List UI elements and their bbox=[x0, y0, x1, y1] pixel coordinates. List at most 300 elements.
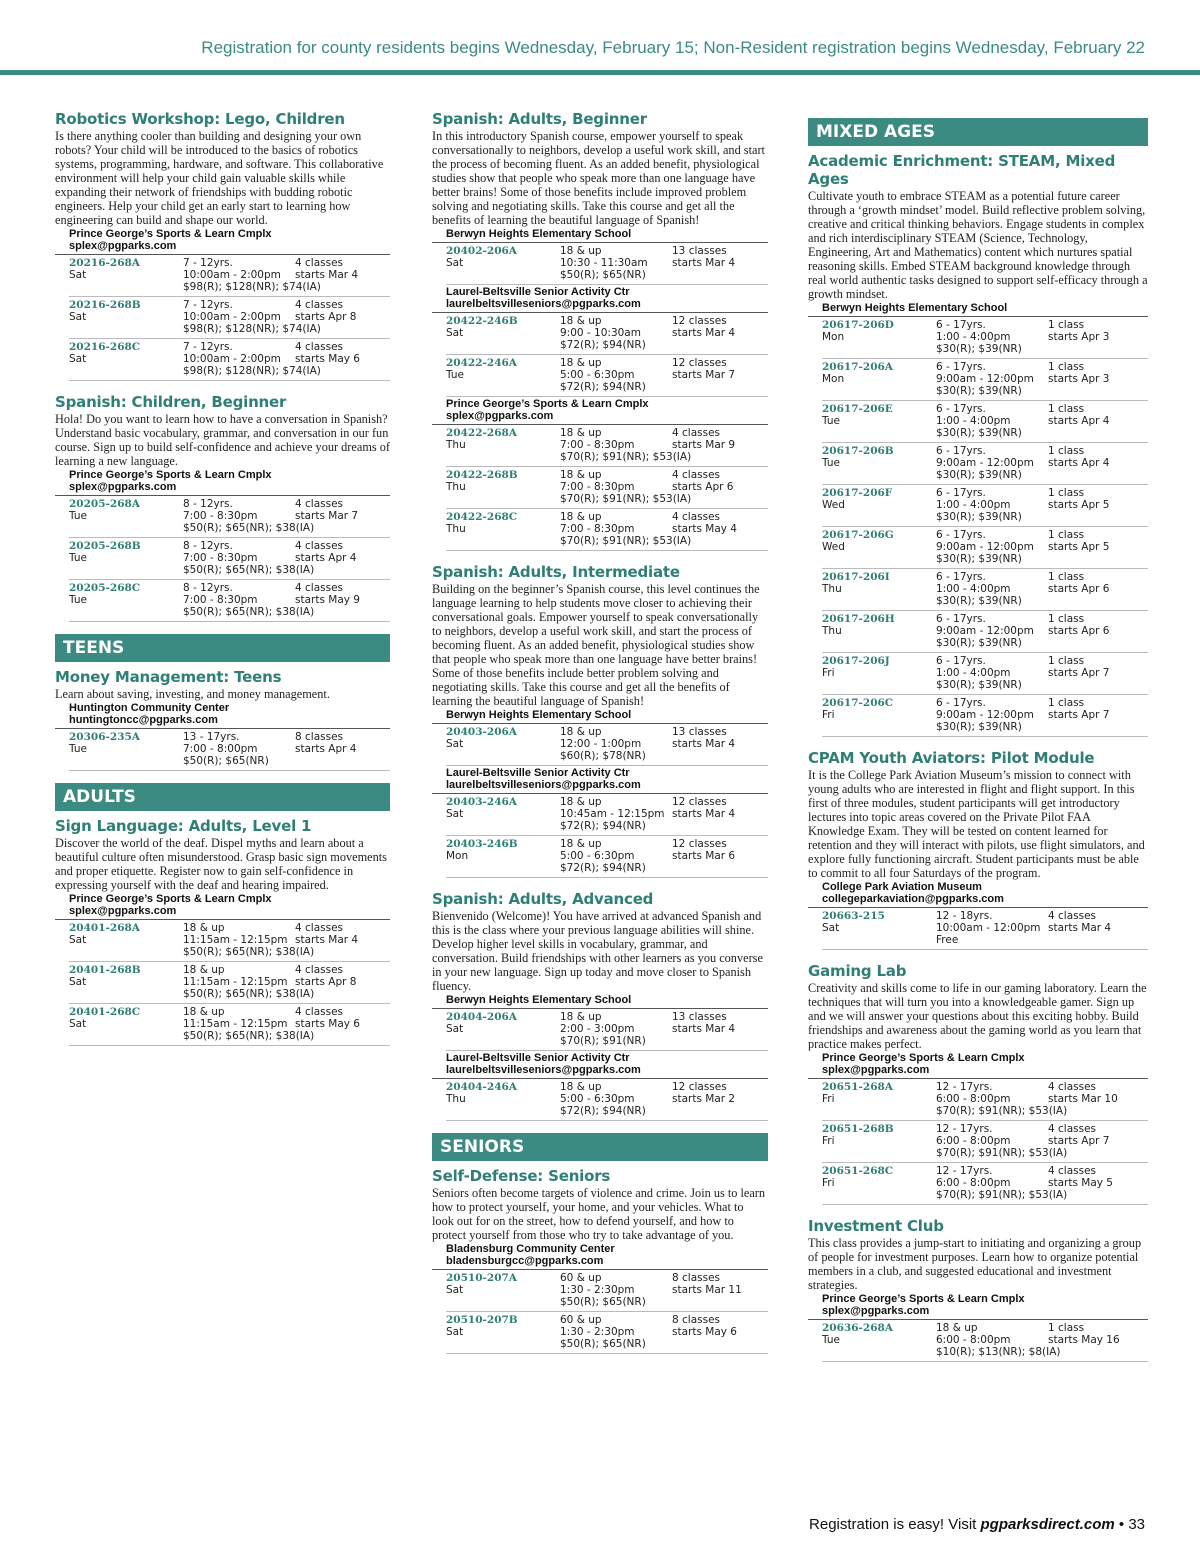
session-day: Thu bbox=[446, 481, 466, 493]
venue-email[interactable]: splex@pgparks.com bbox=[69, 905, 177, 917]
website-link[interactable]: pgparksdirect.com bbox=[980, 1516, 1115, 1533]
session-time: 9:00am - 12:00pm bbox=[936, 373, 1034, 385]
session-fee: $70(R); $91(NR); $53(IA) bbox=[936, 1105, 1068, 1117]
session-time: 6:00 - 8:00pm bbox=[936, 1334, 1011, 1346]
course-title: Money Management: Teens bbox=[55, 668, 282, 686]
session-day: Tue bbox=[822, 415, 840, 427]
class-count: 4 classes bbox=[295, 257, 344, 269]
course-listing bbox=[808, 962, 1148, 1205]
session-row bbox=[446, 509, 768, 551]
course-code[interactable]: 20205-268A bbox=[69, 498, 140, 510]
class-count: 1 class bbox=[1048, 571, 1085, 583]
session-day: Mon bbox=[822, 331, 845, 343]
age-range: 6 - 17yrs. bbox=[936, 319, 986, 331]
session-time: 10:30 - 11:30am bbox=[560, 257, 648, 269]
session-fee: $50(R); $65(NR); $38(IA) bbox=[183, 946, 315, 958]
class-count: 4 classes bbox=[1048, 910, 1097, 922]
venue-info bbox=[55, 893, 390, 920]
course-code[interactable]: 20617-206B bbox=[822, 445, 894, 457]
class-count: 4 classes bbox=[1048, 1165, 1097, 1177]
age-range: 8 - 12yrs. bbox=[183, 498, 233, 510]
session-day: Fri bbox=[822, 1135, 835, 1147]
age-range: 18 & up bbox=[560, 838, 602, 850]
session-row bbox=[69, 729, 390, 771]
age-range: 18 & up bbox=[560, 245, 602, 257]
start-date: starts Mar 4 bbox=[1048, 922, 1112, 934]
session-row bbox=[822, 1121, 1148, 1163]
start-date: starts Apr 3 bbox=[1048, 373, 1110, 385]
age-range: 60 & up bbox=[560, 1272, 602, 1284]
session-day: Thu bbox=[822, 583, 842, 595]
footer-text: Registration is easy! Visit bbox=[809, 1516, 981, 1533]
registration-dates-banner: Registration for county residents begins Wednesday, February 15; Non-Resident registration begins Wednesday, February 22 bbox=[201, 38, 1145, 57]
venue-name: Berwyn Heights Elementary School bbox=[446, 709, 632, 721]
class-count: 13 classes bbox=[672, 245, 727, 257]
start-date: starts Mar 2 bbox=[672, 1093, 736, 1105]
venue-info bbox=[432, 767, 768, 794]
session-row bbox=[69, 496, 390, 538]
session-fee: $72(R); $94(NR) bbox=[560, 339, 646, 351]
start-date: starts Mar 4 bbox=[672, 1023, 736, 1035]
course-code[interactable]: 20401-268A bbox=[69, 922, 140, 934]
age-range: 7 - 12yrs. bbox=[183, 257, 233, 269]
class-count: 1 class bbox=[1048, 529, 1085, 541]
session-row bbox=[446, 425, 768, 467]
start-date: starts Mar 7 bbox=[295, 510, 359, 522]
session-row bbox=[822, 443, 1148, 485]
session-day: Sat bbox=[69, 1018, 87, 1030]
session-day: Mon bbox=[446, 850, 469, 862]
session-fee: $70(R); $91(NR); $53(IA) bbox=[936, 1189, 1068, 1201]
session-day: Fri bbox=[822, 709, 835, 721]
class-count: 1 class bbox=[1048, 487, 1085, 499]
age-range: 6 - 17yrs. bbox=[936, 529, 986, 541]
session-row bbox=[446, 794, 768, 836]
session-day: Sat bbox=[446, 738, 464, 750]
course-code[interactable]: 20422-268C bbox=[446, 511, 518, 523]
session-fee: $70(R); $91(NR); $53(IA) bbox=[560, 493, 692, 505]
session-fee: $30(R); $39(NR) bbox=[936, 595, 1022, 607]
session-day: Fri bbox=[822, 667, 835, 679]
course-code[interactable]: 20663-215 bbox=[822, 910, 885, 922]
course-code[interactable]: 20216-268B bbox=[69, 299, 141, 311]
venue-email[interactable]: splex@pgparks.com bbox=[446, 410, 554, 422]
session-row bbox=[822, 359, 1148, 401]
session-time: 1:00 - 4:00pm bbox=[936, 331, 1011, 343]
session-row bbox=[446, 1009, 768, 1051]
start-date: starts Apr 4 bbox=[1048, 457, 1110, 469]
start-date: starts Mar 10 bbox=[1048, 1093, 1118, 1105]
course-title: Robotics Workshop: Lego, Children bbox=[55, 110, 345, 128]
session-fee: $50(R); $65(NR) bbox=[183, 755, 269, 767]
age-range: 18 & up bbox=[183, 922, 225, 934]
course-listing bbox=[808, 1217, 1148, 1362]
session-time: 6:00 - 8:00pm bbox=[936, 1093, 1011, 1105]
course-description: Cultivate youth to embrace STEAM as a potential future career through a ‘growth mindset’ model. Build reflective problem solving, creative and critical thinking behaviors. Engage students in complex and rich interdisciplinary STEAM (Science, Technology, Engineering, Art and Mathematics) content which nurtures spatial reasoning skills. Embed STEAM background knowledge through real world authentic tasks designed to support self-efficacy through a growth mindset. bbox=[808, 189, 1148, 301]
course-description: This class provides a jump-start to initiating and organizing a group of people for investment purposes. Learn how to organize potential members in a club, and suggested educational and investment strategies. bbox=[808, 1236, 1142, 1292]
session-day: Mon bbox=[822, 373, 845, 385]
course-code[interactable]: 20422-268B bbox=[446, 469, 518, 481]
age-range: 8 - 12yrs. bbox=[183, 582, 233, 594]
venue-email[interactable]: laurelbeltsvilleseniors@pgparks.com bbox=[446, 779, 641, 791]
course-code[interactable]: 20617-206C bbox=[822, 697, 894, 709]
start-date: starts Apr 5 bbox=[1048, 541, 1110, 553]
course-description: Learn about saving, investing, and money management. bbox=[55, 687, 330, 701]
class-count: 1 class bbox=[1048, 319, 1085, 331]
class-count: 4 classes bbox=[672, 469, 721, 481]
course-code[interactable]: 20404-206A bbox=[446, 1011, 517, 1023]
start-date: starts Apr 6 bbox=[1048, 625, 1110, 637]
course-description: In this introductory Spanish course, empower yourself to speak conversationally to neighbors, develop a useful work skill, and start the process of becoming fluent. As an added benefit, physiological studies show that people who speak more than one language have better brains! Some of those benefits include improved problem solving and negotiating skills. Take this course and get all the benefits of learning the beautiful language of Spanish! bbox=[432, 129, 765, 227]
session-row bbox=[69, 920, 390, 962]
session-row bbox=[822, 527, 1148, 569]
venue-info bbox=[55, 228, 390, 255]
course-code[interactable]: 20617-206I bbox=[822, 571, 890, 583]
course-code[interactable]: 20401-268C bbox=[69, 1006, 141, 1018]
venue-name: Huntington Community Center bbox=[69, 702, 230, 714]
venue-name: Prince George’s Sports & Learn Cmplx bbox=[446, 398, 649, 410]
session-day: Thu bbox=[446, 523, 466, 535]
start-date: starts Mar 11 bbox=[672, 1284, 742, 1296]
start-date: starts Apr 4 bbox=[295, 552, 357, 564]
start-date: starts May 9 bbox=[295, 594, 360, 606]
start-date: starts Apr 4 bbox=[1048, 415, 1110, 427]
session-fee: $30(R); $39(NR) bbox=[936, 679, 1022, 691]
start-date: starts May 6 bbox=[295, 353, 360, 365]
class-count: 12 classes bbox=[672, 1081, 727, 1093]
start-date: starts Apr 7 bbox=[1048, 1135, 1110, 1147]
session-row bbox=[446, 355, 768, 397]
session-fee: $50(R); $65(NR) bbox=[560, 1338, 646, 1350]
venue-info bbox=[432, 994, 768, 1009]
session-row bbox=[822, 611, 1148, 653]
session-fee: $30(R); $39(NR) bbox=[936, 721, 1022, 733]
course-listing bbox=[808, 749, 1148, 950]
start-date: starts May 6 bbox=[295, 1018, 360, 1030]
column-3 bbox=[808, 110, 1148, 1374]
session-day: Sat bbox=[446, 1023, 464, 1035]
venue-info bbox=[432, 286, 768, 313]
session-time: 7:00 - 8:30pm bbox=[560, 481, 635, 493]
session-day: Tue bbox=[822, 457, 840, 469]
session-row bbox=[446, 243, 768, 285]
session-fee: $50(R); $65(NR); $38(IA) bbox=[183, 522, 315, 534]
class-count: 4 classes bbox=[295, 1006, 344, 1018]
venue-name: Berwyn Heights Elementary School bbox=[446, 994, 632, 1006]
header-rule bbox=[0, 70, 1200, 75]
venue-name: Prince George’s Sports & Learn Cmplx bbox=[822, 1052, 1025, 1064]
start-date: starts Apr 7 bbox=[1048, 709, 1110, 721]
session-fee: $30(R); $39(NR) bbox=[936, 469, 1022, 481]
course-code[interactable]: 20651-268B bbox=[822, 1123, 894, 1135]
session-fee: $72(R); $94(NR) bbox=[560, 862, 646, 874]
course-title: Academic Enrichment: STEAM, Mixed Ages bbox=[808, 152, 1116, 188]
course-description: Discover the world of the deaf. Dispel myths and learn about a beautiful culture often misunderstood. Grasp basic sign movements and proper etiquette. Register now to gain self-confidence in expressing yourself with the deaf and hearing impaired. bbox=[55, 836, 387, 892]
age-range: 6 - 17yrs. bbox=[936, 613, 986, 625]
column-1 bbox=[55, 110, 390, 1058]
session-day: Tue bbox=[822, 1334, 840, 1346]
course-listing bbox=[432, 1167, 768, 1354]
age-range: 12 - 17yrs. bbox=[936, 1123, 993, 1135]
class-count: 4 classes bbox=[295, 498, 344, 510]
age-range: 18 & up bbox=[560, 427, 602, 439]
session-row bbox=[822, 653, 1148, 695]
course-code[interactable]: 20510-207A bbox=[446, 1272, 517, 1284]
venue-email[interactable]: splex@pgparks.com bbox=[822, 1064, 930, 1076]
session-row bbox=[69, 962, 390, 1004]
venue-info bbox=[432, 1052, 768, 1079]
session-fee: $98(R); $128(NR); $74(IA) bbox=[183, 323, 321, 335]
course-listing bbox=[55, 393, 390, 622]
session-fee: $98(R); $128(NR); $74(IA) bbox=[183, 281, 321, 293]
session-fee: $70(R); $91(NR) bbox=[560, 1035, 646, 1047]
course-code[interactable]: 20617-206H bbox=[822, 613, 895, 625]
age-range: 18 & up bbox=[936, 1322, 978, 1334]
age-range: 18 & up bbox=[560, 796, 602, 808]
session-day: Tue bbox=[69, 743, 87, 755]
class-count: 4 classes bbox=[1048, 1081, 1097, 1093]
session-time: 11:15am - 12:15pm bbox=[183, 1018, 288, 1030]
course-description: Bienvenido (Welcome)! You have arrived at advanced Spanish and this is the class where your previous language abilities will shine. Develop higher level skills in vocabulary, grammar, and conversation. Build friendships with other learners as you converse in your new language. Sign up today and move closer to Spanish fluency. bbox=[432, 909, 763, 993]
session-fee: $50(R); $65(NR); $38(IA) bbox=[183, 988, 315, 1000]
course-code[interactable]: 20402-206A bbox=[446, 245, 517, 257]
course-listing bbox=[55, 110, 390, 381]
session-fee: $30(R); $39(NR) bbox=[936, 343, 1022, 355]
course-code[interactable]: 20617-206F bbox=[822, 487, 893, 499]
course-code[interactable]: 20205-268C bbox=[69, 582, 141, 594]
start-date: starts Apr 6 bbox=[672, 481, 734, 493]
course-description: Creativity and skills come to life in our gaming laboratory. Learn the techniques that will turn you into a knowledgeable gamer. Sign up and we will answer your questions about this exciting hobby. Build friendships and awareness about the gaming world as you learn that practice makes perfect. bbox=[808, 981, 1147, 1051]
class-count: 4 classes bbox=[295, 964, 344, 976]
session-day: Sat bbox=[446, 1284, 464, 1296]
venue-name: Bladensburg Community Center bbox=[446, 1243, 615, 1255]
class-count: 4 classes bbox=[295, 582, 344, 594]
class-count: 13 classes bbox=[672, 726, 727, 738]
age-range: 6 - 17yrs. bbox=[936, 487, 986, 499]
venue-info bbox=[808, 1293, 1148, 1320]
class-count: 1 class bbox=[1048, 361, 1085, 373]
venue-email[interactable]: huntingtoncc@pgparks.com bbox=[69, 714, 218, 726]
session-time: 11:15am - 12:15pm bbox=[183, 976, 288, 988]
session-time: 6:00 - 8:00pm bbox=[936, 1177, 1011, 1189]
class-count: 8 classes bbox=[672, 1272, 721, 1284]
course-code[interactable]: 20306-235A bbox=[69, 731, 140, 743]
start-date: starts Mar 4 bbox=[672, 327, 736, 339]
class-count: 1 class bbox=[1048, 1322, 1085, 1334]
age-range: 6 - 17yrs. bbox=[936, 361, 986, 373]
session-time: 9:00am - 12:00pm bbox=[936, 541, 1034, 553]
start-date: starts Apr 8 bbox=[295, 976, 357, 988]
course-code[interactable]: 20401-268B bbox=[69, 964, 141, 976]
venue-email[interactable]: splex@pgparks.com bbox=[69, 481, 177, 493]
course-title: Spanish: Children, Beginner bbox=[55, 393, 287, 411]
venue-email[interactable]: laurelbeltsvilleseniors@pgparks.com bbox=[446, 298, 641, 310]
session-fee: $72(R); $94(NR) bbox=[560, 820, 646, 832]
session-fee: $10(R); $13(NR); $8(IA) bbox=[936, 1346, 1061, 1358]
session-row bbox=[69, 538, 390, 580]
course-code[interactable]: 20404-246A bbox=[446, 1081, 517, 1093]
venue-info bbox=[808, 302, 1148, 317]
class-count: 1 class bbox=[1048, 445, 1085, 457]
course-code[interactable]: 20617-206J bbox=[822, 655, 890, 667]
course-code[interactable]: 20403-246A bbox=[446, 796, 517, 808]
session-fee: $70(R); $91(NR); $53(IA) bbox=[560, 535, 692, 547]
session-day: Tue bbox=[69, 552, 87, 564]
course-code[interactable]: 20651-268C bbox=[822, 1165, 894, 1177]
session-row bbox=[69, 297, 390, 339]
venue-name: Prince George’s Sports & Learn Cmplx bbox=[69, 893, 272, 905]
age-range: 6 - 17yrs. bbox=[936, 445, 986, 457]
start-date: starts May 5 bbox=[1048, 1177, 1113, 1189]
session-day: Thu bbox=[822, 625, 842, 637]
class-count: 4 classes bbox=[295, 341, 344, 353]
venue-name: Laurel-Beltsville Senior Activity Ctr bbox=[446, 767, 630, 779]
venue-email[interactable]: splex@pgparks.com bbox=[69, 240, 177, 252]
session-time: 7:00 - 8:30pm bbox=[183, 552, 258, 564]
session-fee: $50(R); $65(NR) bbox=[560, 269, 646, 281]
session-row bbox=[822, 485, 1148, 527]
venue-email[interactable]: laurelbeltsvilleseniors@pgparks.com bbox=[446, 1064, 641, 1076]
age-range: 18 & up bbox=[560, 1011, 602, 1023]
class-count: 12 classes bbox=[672, 838, 727, 850]
venue-info bbox=[432, 1243, 768, 1270]
age-range: 18 & up bbox=[560, 726, 602, 738]
page-number: 33 bbox=[1128, 1516, 1145, 1533]
course-code[interactable]: 20510-207B bbox=[446, 1314, 518, 1326]
session-day: Sat bbox=[822, 922, 840, 934]
section-header: ADULTS bbox=[55, 783, 390, 811]
start-date: starts May 6 bbox=[672, 1326, 737, 1338]
class-count: 1 class bbox=[1048, 613, 1085, 625]
column-2 bbox=[432, 110, 768, 1366]
section-header: MIXED AGES bbox=[808, 118, 1148, 146]
session-time: 5:00 - 6:30pm bbox=[560, 850, 635, 862]
course-code[interactable]: 20617-206E bbox=[822, 403, 893, 415]
course-code[interactable]: 20403-206A bbox=[446, 726, 517, 738]
course-listing bbox=[432, 563, 768, 878]
session-time: 10:00am - 2:00pm bbox=[183, 269, 281, 281]
footer-separator: • bbox=[1114, 1516, 1129, 1533]
venue-info bbox=[55, 702, 390, 729]
session-fee: $70(R); $91(NR); $53(IA) bbox=[936, 1147, 1068, 1159]
session-row bbox=[822, 401, 1148, 443]
venue-name: College Park Aviation Museum bbox=[822, 881, 982, 893]
age-range: 6 - 17yrs. bbox=[936, 697, 986, 709]
session-row bbox=[446, 467, 768, 509]
session-day: Sat bbox=[446, 327, 464, 339]
session-time: 10:45am - 12:15pm bbox=[560, 808, 665, 820]
age-range: 8 - 12yrs. bbox=[183, 540, 233, 552]
course-title: Spanish: Adults, Beginner bbox=[432, 110, 647, 128]
venue-info bbox=[808, 1052, 1148, 1079]
course-code[interactable]: 20422-246A bbox=[446, 357, 517, 369]
class-count: 4 classes bbox=[295, 922, 344, 934]
course-title: Sign Language: Adults, Level 1 bbox=[55, 817, 312, 835]
course-code[interactable]: 20216-268C bbox=[69, 341, 141, 353]
course-description: Seniors often become targets of violence and crime. Join us to learn how to protect yourself, your home, and your vehicles. What to look out for on the street, how to defend yourself, and how to protect yourself from those who try to take advantage of you. bbox=[432, 1186, 766, 1242]
course-code[interactable]: 20216-268A bbox=[69, 257, 140, 269]
course-code[interactable]: 20403-246B bbox=[446, 838, 518, 850]
start-date: starts May 16 bbox=[1048, 1334, 1120, 1346]
venue-name: Laurel-Beltsville Senior Activity Ctr bbox=[446, 286, 630, 298]
session-day: Thu bbox=[446, 439, 466, 451]
age-range: 18 & up bbox=[560, 1081, 602, 1093]
session-time: 7:00 - 8:30pm bbox=[560, 439, 635, 451]
age-range: 18 & up bbox=[183, 1006, 225, 1018]
venue-info bbox=[808, 881, 1148, 908]
course-code[interactable]: 20422-268A bbox=[446, 427, 517, 439]
class-count: 4 classes bbox=[295, 540, 344, 552]
session-fee: $50(R); $65(NR); $38(IA) bbox=[183, 606, 315, 618]
course-code[interactable]: 20205-268B bbox=[69, 540, 141, 552]
course-code[interactable]: 20651-268A bbox=[822, 1081, 893, 1093]
course-title: Spanish: Adults, Advanced bbox=[432, 890, 654, 908]
session-time: 12:00 - 1:00pm bbox=[560, 738, 642, 750]
session-time: 9:00am - 12:00pm bbox=[936, 625, 1034, 637]
session-fee: $50(R); $65(NR); $38(IA) bbox=[183, 1030, 315, 1042]
session-row bbox=[69, 1004, 390, 1046]
session-time: 9:00 - 10:30am bbox=[560, 327, 641, 339]
class-count: 4 classes bbox=[295, 299, 344, 311]
session-row bbox=[446, 836, 768, 878]
venue-name: Berwyn Heights Elementary School bbox=[446, 228, 632, 240]
course-title: Spanish: Adults, Intermediate bbox=[432, 563, 680, 581]
session-fee: $30(R); $39(NR) bbox=[936, 553, 1022, 565]
venue-email[interactable]: collegeparkaviation@pgparks.com bbox=[822, 893, 1004, 905]
age-range: 12 - 17yrs. bbox=[936, 1165, 993, 1177]
class-count: 4 classes bbox=[672, 511, 721, 523]
class-count: 8 classes bbox=[672, 1314, 721, 1326]
start-date: starts Apr 8 bbox=[295, 311, 357, 323]
age-range: 6 - 17yrs. bbox=[936, 655, 986, 667]
course-listing bbox=[55, 668, 390, 771]
session-row bbox=[446, 313, 768, 355]
age-range: 6 - 17yrs. bbox=[936, 403, 986, 415]
session-fee: $50(R); $65(NR) bbox=[560, 1296, 646, 1308]
course-code[interactable]: 20422-246B bbox=[446, 315, 518, 327]
session-time: 1:00 - 4:00pm bbox=[936, 583, 1011, 595]
start-date: starts Apr 6 bbox=[1048, 583, 1110, 595]
session-fee: $30(R); $39(NR) bbox=[936, 427, 1022, 439]
venue-email[interactable]: bladensburgcc@pgparks.com bbox=[446, 1255, 604, 1267]
session-time: 5:00 - 6:30pm bbox=[560, 369, 635, 381]
course-code[interactable]: 20617-206D bbox=[822, 319, 894, 331]
session-time: 1:00 - 4:00pm bbox=[936, 667, 1011, 679]
venue-email[interactable]: splex@pgparks.com bbox=[822, 1305, 930, 1317]
course-code[interactable]: 20636-268A bbox=[822, 1322, 893, 1334]
start-date: starts Mar 4 bbox=[295, 269, 359, 281]
session-time: 1:30 - 2:30pm bbox=[560, 1284, 635, 1296]
age-range: 12 - 17yrs. bbox=[936, 1081, 993, 1093]
session-day: Sat bbox=[446, 808, 464, 820]
course-code[interactable]: 20617-206G bbox=[822, 529, 894, 541]
venue-name: Prince George’s Sports & Learn Cmplx bbox=[69, 469, 272, 481]
session-time: 7:00 - 8:30pm bbox=[183, 510, 258, 522]
session-day: Sat bbox=[69, 311, 87, 323]
course-title: Self-Defense: Seniors bbox=[432, 1167, 611, 1185]
session-day: Sat bbox=[446, 257, 464, 269]
course-code[interactable]: 20617-206A bbox=[822, 361, 893, 373]
session-day: Fri bbox=[822, 1093, 835, 1105]
session-row bbox=[822, 1163, 1148, 1205]
session-time: 7:00 - 8:30pm bbox=[183, 594, 258, 606]
start-date: starts Mar 9 bbox=[672, 439, 736, 451]
session-fee: $30(R); $39(NR) bbox=[936, 385, 1022, 397]
session-time: 10:00am - 2:00pm bbox=[183, 353, 281, 365]
section-header: TEENS bbox=[55, 634, 390, 662]
age-range: 18 & up bbox=[560, 469, 602, 481]
venue-name: Laurel-Beltsville Senior Activity Ctr bbox=[446, 1052, 630, 1064]
